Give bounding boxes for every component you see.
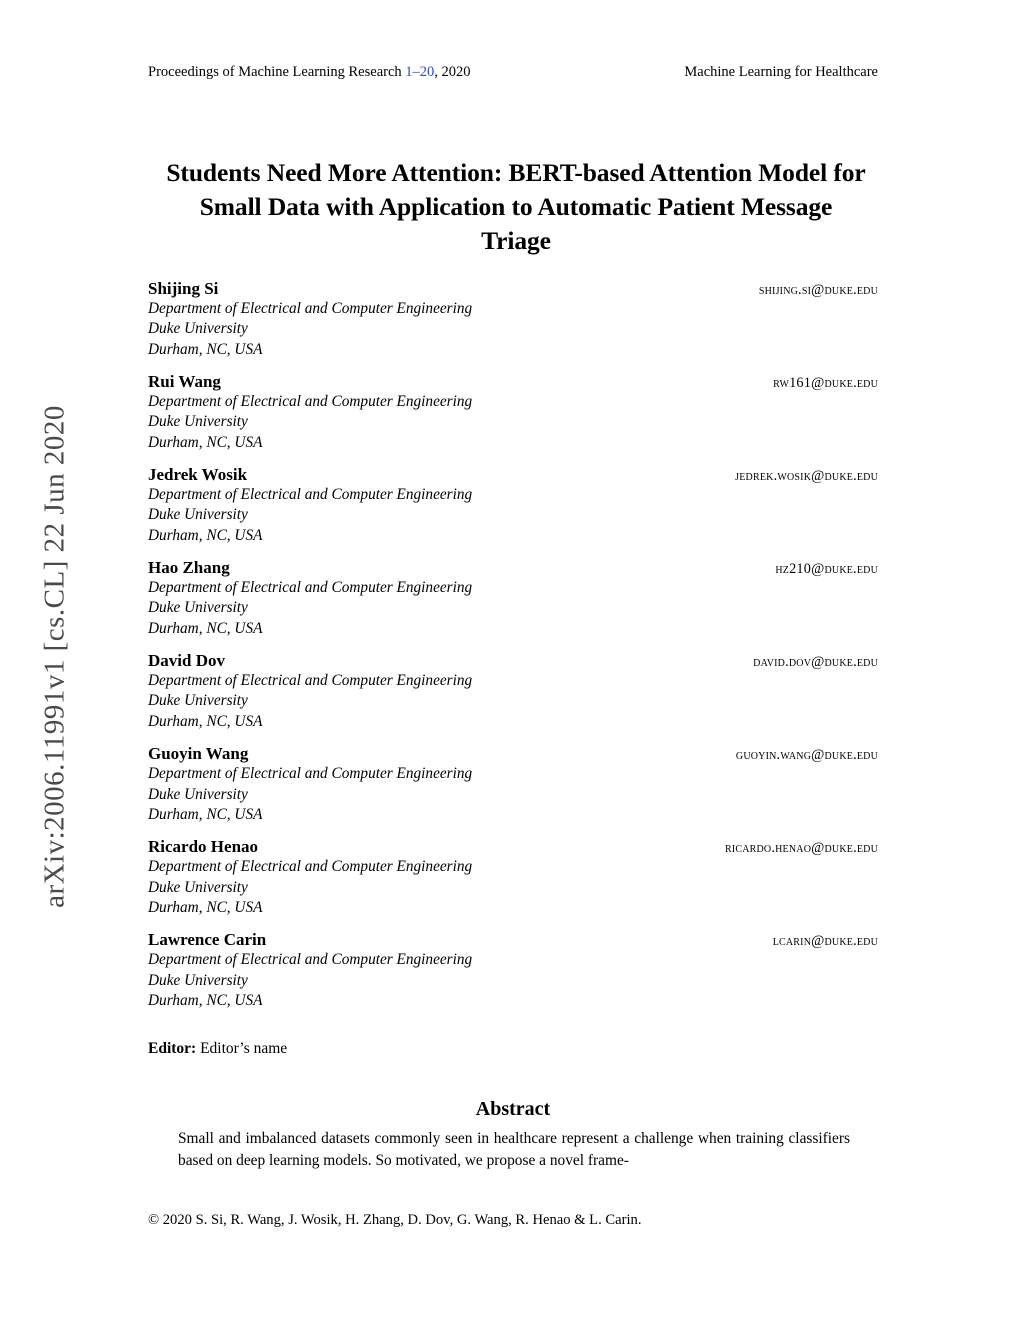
author-list (148, 279, 878, 1023)
author-name: Shijing Si (148, 279, 219, 298)
author-header-line (148, 465, 878, 485)
author-email[interactable]: ricardo.henao@duke.edu (724, 840, 878, 857)
author-affiliation-location: Durham, NC, USA (148, 340, 263, 358)
author-entry (148, 837, 878, 918)
author-email[interactable]: jedrek.wosik@duke.edu (735, 468, 878, 485)
author-affiliation-department: Department of Electrical and Computer Engineering (148, 672, 473, 690)
editor-line (148, 1040, 287, 1058)
author-entry (148, 558, 878, 639)
author-affiliation-institution: Duke University (148, 692, 248, 710)
author-affiliation-location: Durham, NC, USA (148, 619, 263, 637)
author-affiliation-institution: Duke University (148, 971, 248, 989)
author-email[interactable]: shijing.si@duke.edu (758, 282, 878, 298)
running-head-left (148, 64, 471, 81)
author-header-line (148, 279, 878, 299)
copyright-footer: © 2020 S. Si, R. Wang, J. Wosik, H. Zhang, D. Dov, G. Wang, R. Henao & L. Carin. (148, 1212, 642, 1228)
author-email[interactable]: guoyin.wang@duke.edu (735, 747, 878, 764)
author-email[interactable]: rw161@duke.edu (773, 375, 878, 392)
author-affiliation-institution: Duke University (148, 785, 248, 803)
author-affiliation-department: Department of Electrical and Computer Engineering (148, 300, 473, 317)
author-header-line (148, 930, 878, 950)
author-name: Hao Zhang (148, 558, 230, 578)
author-affiliation-location: Durham, NC, USA (148, 433, 263, 451)
author-affiliation-department: Department of Electrical and Computer Engineering (148, 579, 473, 597)
author-entry (148, 465, 878, 546)
author-name: David Dov (148, 651, 225, 671)
author-email[interactable]: david.dov@duke.edu (753, 654, 878, 671)
author-entry (148, 930, 878, 1011)
author-header-line (148, 744, 878, 764)
running-head-right: Machine Learning for Healthcare (684, 64, 878, 80)
author-name: Ricardo Henao (148, 837, 259, 857)
author-header-line (148, 558, 878, 578)
author-affiliation-department: Department of Electrical and Computer Engineering (148, 486, 473, 504)
author-header-line (148, 837, 878, 857)
author-affiliation-institution: Duke University (148, 599, 248, 617)
author-affiliation-institution: Duke University (148, 320, 248, 338)
author-affiliation-department: Department of Electrical and Computer Engineering (148, 951, 473, 969)
author-affiliation-institution: Duke University (148, 506, 248, 524)
running-head (148, 64, 878, 81)
author-affiliation-department: Department of Electrical and Computer Engineering (148, 858, 473, 876)
author-email[interactable]: lcarin@duke.edu (772, 933, 878, 950)
page-title: Students Need More Attention: BERT-based Attention Model for Small Data with Application to Automatic Patient Message Triage (166, 158, 866, 256)
author-entry (148, 372, 878, 453)
proceedings-label: Proceedings of Machine Learning Research (148, 64, 402, 80)
author-affiliation-institution: Duke University (148, 878, 248, 896)
author-name: Rui Wang (148, 372, 221, 392)
author-header-line (148, 372, 878, 392)
author-name: Jedrek Wosik (148, 465, 248, 485)
page-range-link[interactable]: 1–20 (405, 64, 435, 80)
author-entry (148, 279, 878, 360)
author-name: Guoyin Wang (148, 744, 249, 764)
author-affiliation-location: Durham, NC, USA (148, 526, 263, 544)
author-entry (148, 651, 878, 732)
arxiv-identifier-stamp: arXiv:2006.11991v1 [cs.CL] 22 Jun 2020 (38, 405, 71, 908)
proceedings-year: , 2020 (434, 64, 471, 80)
author-email[interactable]: hz210@duke.edu (775, 561, 878, 578)
author-header-line (148, 651, 878, 671)
author-affiliation-institution: Duke University (148, 413, 248, 431)
editor-name: Editor’s name (200, 1040, 288, 1057)
author-name: Lawrence Carin (148, 930, 267, 950)
author-affiliation-location: Durham, NC, USA (148, 805, 263, 823)
author-affiliation-department: Department of Electrical and Computer Engineering (148, 393, 473, 411)
author-affiliation-department: Department of Electrical and Computer Engineering (148, 765, 473, 783)
author-affiliation-location: Durham, NC, USA (148, 712, 263, 730)
author-affiliation-location: Durham, NC, USA (148, 991, 263, 1009)
editor-label: Editor: (148, 1040, 197, 1057)
paper-page (148, 0, 878, 1325)
author-affiliation-location: Durham, NC, USA (148, 898, 263, 916)
abstract-heading: Abstract (475, 1098, 551, 1120)
abstract-text: Small and imbalanced datasets commonly seen in healthcare represent a challenge when training classifiers based on deep learning models. So motivated, we propose a novel frame- (178, 1130, 850, 1169)
author-entry (148, 744, 878, 825)
